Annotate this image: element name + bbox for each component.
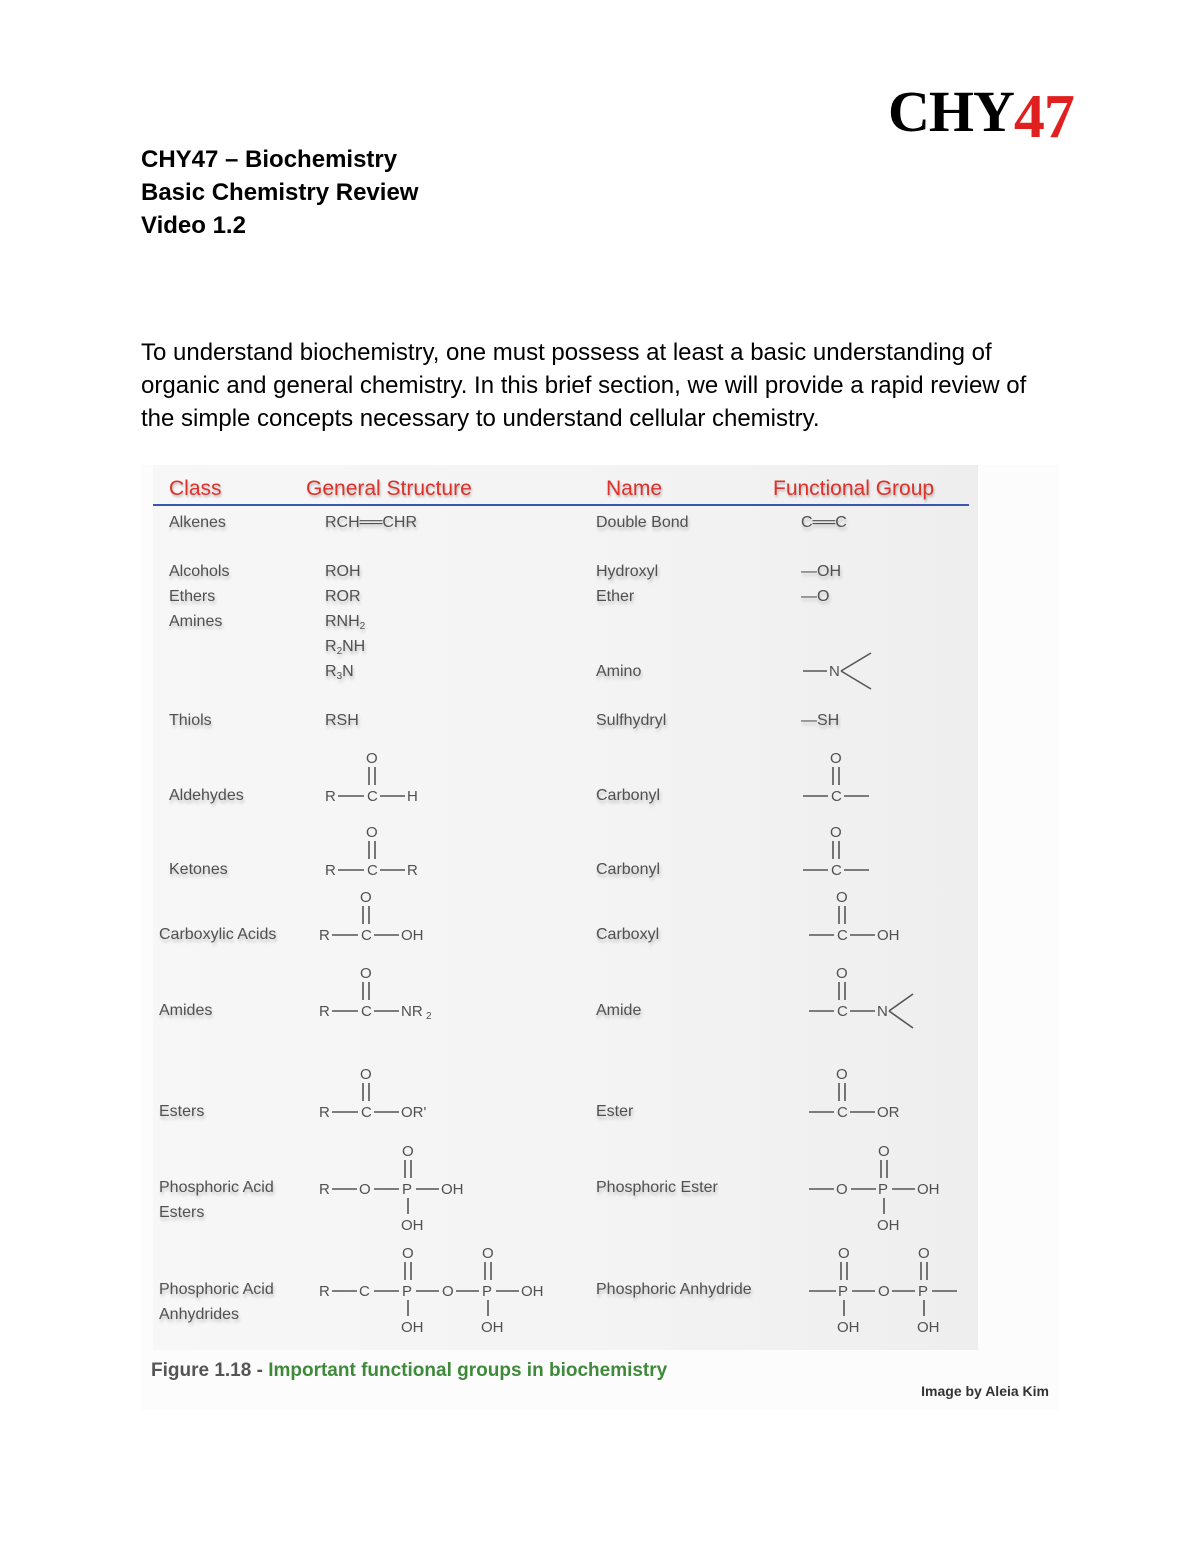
caption-title: Important functional groups in biochemistry — [268, 1360, 668, 1381]
logo-text: CHY — [888, 79, 1014, 144]
svg-text:R: R — [319, 1104, 330, 1121]
class-phosphoric-acid-esters: Phosphoric Acid Esters — [159, 1179, 274, 1221]
svg-text:O: O — [918, 1245, 930, 1262]
svg-text:OH: OH — [441, 1181, 464, 1198]
svg-text:OH: OH — [481, 1319, 504, 1336]
svg-text:O: O — [482, 1245, 494, 1262]
svg-text:O: O — [830, 750, 842, 767]
figure-caption — [151, 1360, 667, 1382]
class-alkenes: Alkenes — [169, 514, 226, 531]
group-amide — [807, 962, 927, 1032]
name-carboxylic-acids: Carboxyl — [596, 926, 660, 943]
svg-text:OH: OH — [521, 1283, 544, 1300]
svg-text:C: C — [837, 1003, 848, 1020]
svg-text:N: N — [877, 1003, 888, 1020]
svg-text:O: O — [878, 1143, 890, 1160]
group-carbonyl-aldehyde — [801, 747, 881, 807]
name-esters: Ester — [596, 1103, 634, 1120]
svg-text:O: O — [838, 1245, 850, 1262]
topic-title: Basic Chemistry Review — [141, 179, 419, 206]
caption-number: Figure 1.18 - — [151, 1360, 269, 1381]
svg-text:O: O — [366, 750, 378, 767]
svg-text:C: C — [831, 862, 842, 879]
svg-text:OH: OH — [837, 1319, 860, 1336]
class-alcohols: Alcohols — [169, 563, 230, 580]
col-header-structure: General Structure — [306, 477, 472, 500]
structure-aldehydes — [325, 747, 435, 807]
svg-text:P: P — [402, 1181, 413, 1198]
svg-text:H: H — [407, 788, 418, 805]
svg-text:P: P — [838, 1283, 849, 1300]
svg-text:O: O — [442, 1283, 454, 1300]
svg-text:O: O — [366, 824, 378, 841]
name-amines: Amino — [596, 663, 642, 680]
svg-text:O: O — [836, 889, 848, 906]
svg-text:OH: OH — [877, 1217, 900, 1234]
svg-text:O: O — [836, 965, 848, 982]
name-amides: Amide — [596, 1002, 642, 1019]
svg-text:C: C — [367, 862, 378, 879]
col-header-group: Functional Group — [773, 477, 935, 500]
svg-text:OR': OR' — [401, 1104, 427, 1121]
name-ketones: Carbonyl — [596, 861, 661, 878]
structure-phosphoric-acid-anhydrides — [319, 1242, 569, 1342]
svg-text:NR: NR — [401, 1003, 423, 1020]
svg-text:O: O — [402, 1143, 414, 1160]
svg-text:O: O — [360, 1066, 372, 1083]
svg-text:C: C — [367, 788, 378, 805]
class-phosphoric-acid-anhydrides: Phosphoric Acid Anhydrides — [159, 1281, 274, 1323]
name-aldehydes: Carbonyl — [596, 787, 661, 804]
svg-text:N: N — [829, 663, 840, 680]
structure-alkenes: RCH══CHR — [325, 514, 417, 531]
group-alcohols: —OH — [801, 563, 841, 580]
structure-esters — [319, 1063, 449, 1123]
document-header — [141, 143, 418, 242]
header-rule — [153, 504, 969, 506]
svg-text:OH: OH — [917, 1181, 940, 1198]
name-thiols: Sulfhydryl — [596, 712, 667, 729]
group-carbonyl-ketone — [801, 821, 881, 881]
svg-text:O: O — [360, 965, 372, 982]
svg-text:R: R — [407, 862, 418, 879]
structure-carboxylic-acids — [319, 886, 449, 946]
svg-text:R: R — [319, 927, 330, 944]
svg-text:P: P — [482, 1283, 493, 1300]
name-phosphoric-anhydride: Phosphoric Anhydride — [596, 1281, 752, 1298]
class-aldehydes: Aldehydes — [169, 787, 244, 804]
svg-text:C: C — [361, 1003, 372, 1020]
group-carboxyl — [807, 886, 917, 946]
course-title: CHY47 – Biochemistry — [141, 146, 398, 173]
class-amides: Amides — [159, 1002, 213, 1019]
svg-text:O: O — [878, 1283, 890, 1300]
svg-text:R: R — [325, 788, 336, 805]
svg-text:R: R — [325, 862, 336, 879]
functional-groups-figure — [141, 465, 1059, 1410]
svg-text:P: P — [878, 1181, 889, 1198]
svg-text:O: O — [359, 1181, 371, 1198]
structure-ketones — [325, 821, 435, 881]
structure-amines-primary: RNH2 — [325, 613, 366, 632]
svg-text:OR: OR — [877, 1104, 900, 1121]
svg-text:OH: OH — [401, 1319, 424, 1336]
svg-text:O: O — [360, 889, 372, 906]
class-ketones: Ketones — [169, 861, 228, 878]
group-phosphoric-anhydride — [807, 1242, 967, 1342]
svg-text:C: C — [837, 1104, 848, 1121]
course-logo — [888, 79, 1074, 151]
svg-text:O: O — [836, 1066, 848, 1083]
logo-accent: 47 — [1013, 83, 1074, 151]
svg-text:2: 2 — [426, 1011, 432, 1022]
svg-text:OH: OH — [401, 927, 424, 944]
group-amino-structure — [801, 649, 881, 693]
class-amines: Amines — [169, 613, 223, 630]
svg-text:R: R — [319, 1003, 330, 1020]
structure-phosphoric-acid-esters — [319, 1140, 479, 1240]
svg-text:OH: OH — [401, 1217, 424, 1234]
svg-text:OH: OH — [917, 1319, 940, 1336]
col-header-class: Class — [169, 477, 222, 500]
structure-amides — [319, 962, 449, 1022]
name-ethers: Ether — [596, 588, 635, 605]
structure-ethers: ROR — [325, 588, 361, 605]
class-thiols: Thiols — [169, 712, 212, 729]
structure-thiols: RSH — [325, 712, 359, 729]
svg-text:O: O — [836, 1181, 848, 1198]
svg-text:OH: OH — [877, 927, 900, 944]
svg-text:C: C — [359, 1283, 370, 1300]
image-credit: Image by Aleia Kim — [921, 1383, 1049, 1399]
structure-alcohols: ROH — [325, 563, 361, 580]
group-ester — [807, 1063, 917, 1123]
intro-paragraph: To understand biochemistry, one must possess at least a basic understanding of organic and general chemistry. In this brief section, we will provide a rapid review of the simple concepts necessary to understand cellular chemistry. — [141, 339, 1027, 432]
video-label: Video 1.2 — [141, 212, 246, 239]
name-alkenes: Double Bond — [596, 514, 689, 531]
svg-text:C: C — [361, 927, 372, 944]
svg-text:O: O — [402, 1245, 414, 1262]
col-header-name: Name — [606, 477, 663, 500]
group-phosphoric-ester — [807, 1140, 957, 1240]
group-alkenes: C══C — [801, 514, 847, 531]
svg-text:C: C — [831, 788, 842, 805]
class-carboxylic-acids: Carboxylic Acids — [159, 926, 277, 943]
svg-text:C: C — [837, 927, 848, 944]
class-ethers: Ethers — [169, 588, 216, 605]
group-ethers: —O — [801, 588, 830, 605]
name-phosphoric-ester: Phosphoric Ester — [596, 1179, 718, 1196]
svg-text:R: R — [319, 1283, 330, 1300]
structure-amines-tertiary: R3N — [325, 663, 354, 682]
group-thiols: —SH — [801, 712, 840, 729]
svg-text:C: C — [361, 1104, 372, 1121]
svg-text:O: O — [830, 824, 842, 841]
structure-amines-secondary: R2NH — [325, 638, 366, 657]
class-esters: Esters — [159, 1103, 205, 1120]
name-alcohols: Hydroxyl — [596, 563, 659, 580]
svg-text:P: P — [402, 1283, 413, 1300]
svg-text:R: R — [319, 1181, 330, 1198]
svg-text:P: P — [918, 1283, 929, 1300]
